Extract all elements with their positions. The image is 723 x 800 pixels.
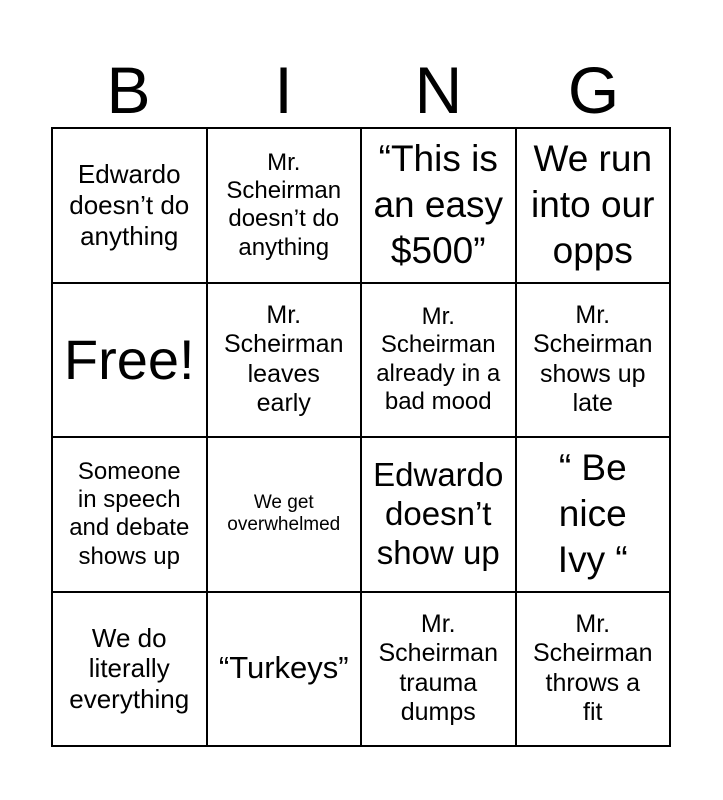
bingo-cell[interactable] — [207, 437, 362, 592]
cell-text: We run into our opps — [531, 137, 655, 272]
cell-text: Mr. Scheirman doesn’t do anything — [226, 148, 342, 261]
bingo-cell[interactable] — [52, 437, 207, 592]
bingo-cell[interactable] — [361, 283, 516, 438]
cell-text: Mr. Scheirman shows up late — [533, 300, 653, 418]
header-letter-i: I — [274, 53, 293, 127]
header-letter-n: N — [414, 53, 463, 127]
bingo-cell[interactable] — [516, 592, 671, 747]
bingo-header — [51, 52, 671, 128]
cell-text: Edwardo doesn’t show up — [373, 455, 504, 571]
header-letter-b: B — [106, 53, 151, 127]
bingo-cell[interactable] — [516, 437, 671, 592]
cell-text: We get overwhelmed — [227, 491, 341, 536]
bingo-cell-free[interactable] — [52, 283, 207, 438]
cell-text: “ Be nice Ivy “ — [557, 446, 628, 581]
cell-text: Mr. Scheirman already in a bad mood — [376, 303, 501, 416]
bingo-cell[interactable] — [207, 128, 362, 283]
bingo-cell[interactable] — [361, 592, 516, 747]
cell-text: Someone in speech and debate shows up — [69, 457, 190, 570]
bingo-card-grid — [51, 127, 671, 747]
cell-text: “Turkeys” — [218, 650, 349, 686]
bingo-cell[interactable] — [207, 592, 362, 747]
bingo-cell[interactable] — [361, 437, 516, 592]
cell-text: “This is an easy $500” — [373, 137, 504, 272]
bingo-cell[interactable] — [207, 283, 362, 438]
bingo-cell[interactable] — [52, 128, 207, 283]
cell-text: Mr. Scheirman throws a fit — [533, 609, 653, 727]
cell-text: We do literally everything — [69, 622, 190, 715]
bingo-cell[interactable] — [361, 128, 516, 283]
cell-text: Free! — [63, 327, 195, 391]
cell-text: Edwardo doesn’t do anything — [69, 159, 190, 251]
header-letter-g: G — [567, 53, 620, 127]
bingo-cell[interactable] — [516, 128, 671, 283]
cell-text: Mr. Scheirman trauma dumps — [378, 609, 498, 727]
cell-text: Mr. Scheirman leaves early — [224, 300, 344, 418]
bingo-cell[interactable] — [516, 283, 671, 438]
bingo-cell[interactable] — [52, 592, 207, 747]
